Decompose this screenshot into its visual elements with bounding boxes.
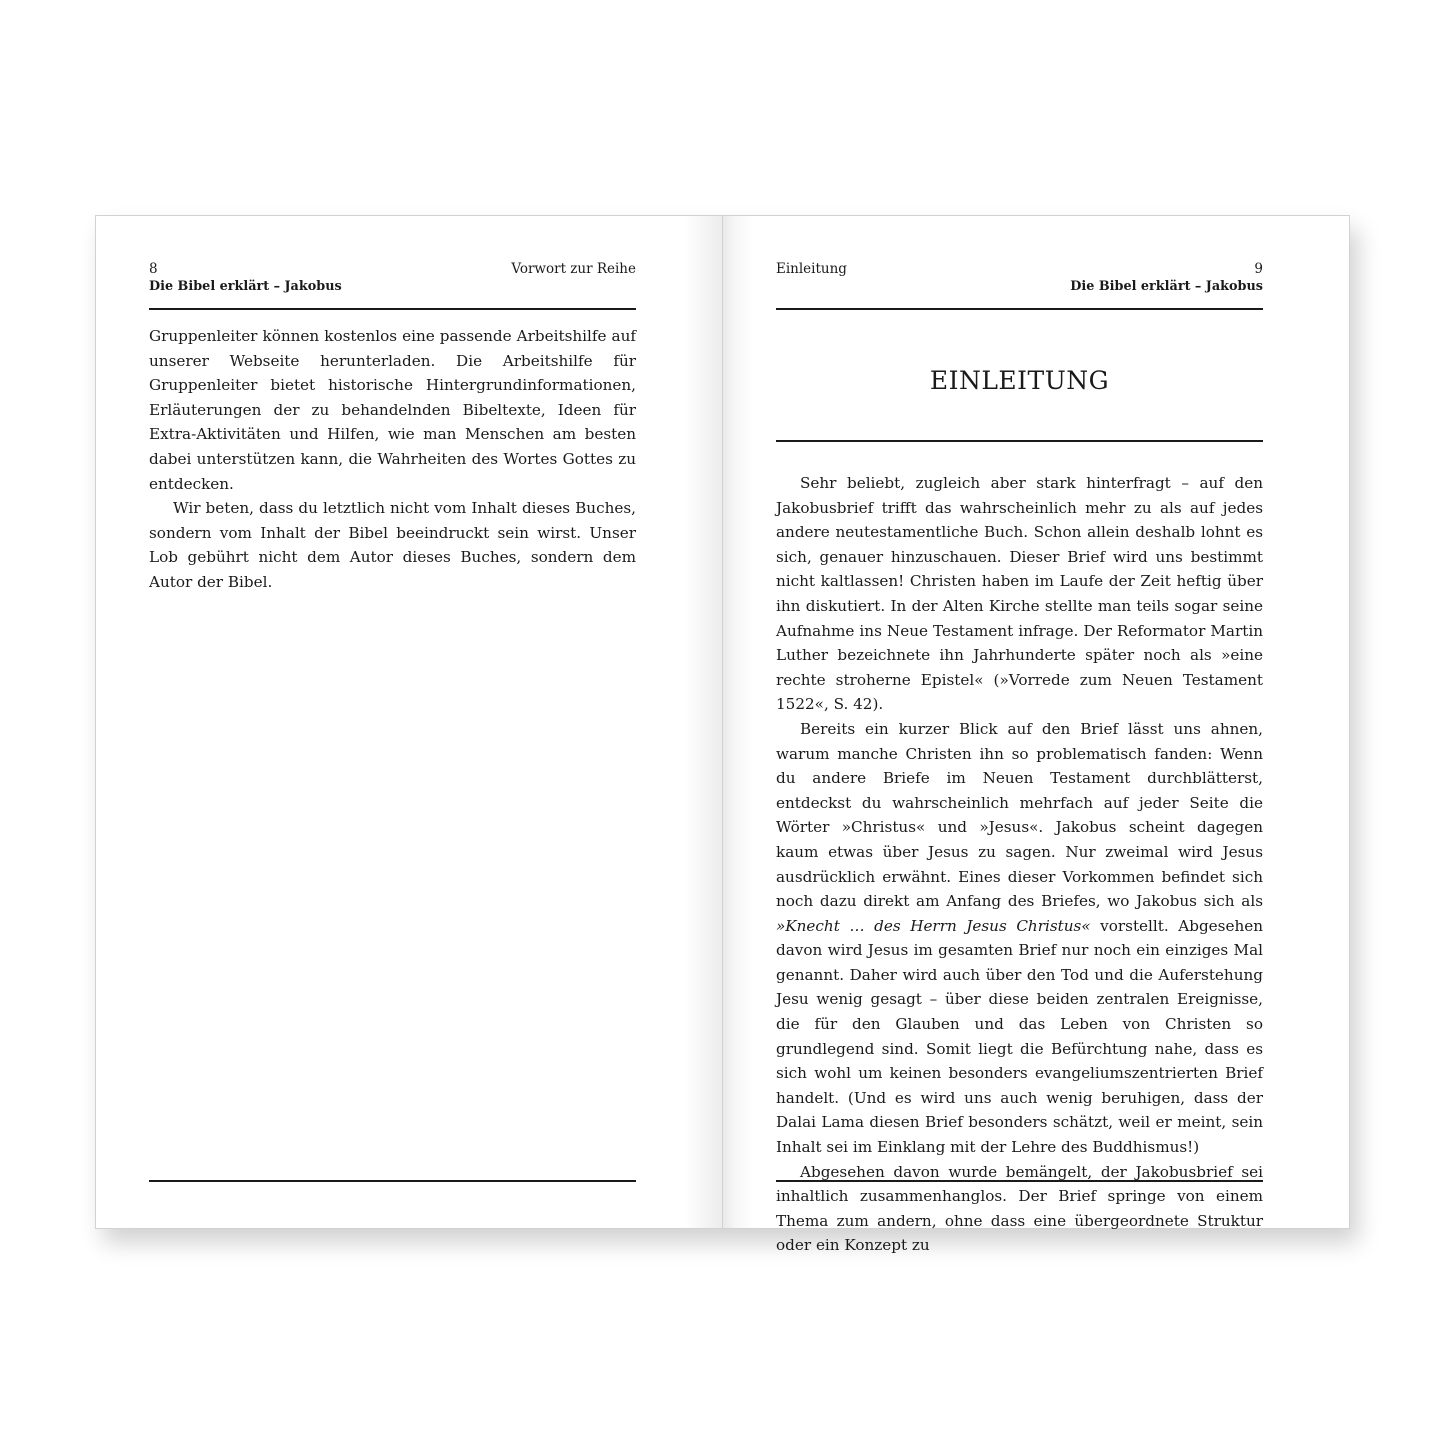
right-section-title: Einleitung: [776, 261, 847, 277]
left-book-title: Die Bibel erklärt – Jakobus: [149, 279, 342, 294]
chapter-rule: [776, 440, 1263, 442]
right-paragraph-2: [776, 717, 1263, 1160]
left-page: [95, 215, 723, 1229]
left-paragraph-2: Wir beten, dass du letztlich nicht vom Inhalt dieses Buches, sondern vom Inhalt der Bibel beeindruckt sein wirst. Unser Lob gebührt nicht dem Autor dieses Buches, sondern dem Autor der Bibel.: [149, 499, 636, 591]
right-paragraph-2-quote: »Knecht … des Herrn Jesus Christus«: [776, 916, 1091, 935]
right-book-title: Die Bibel erklärt – Jakobus: [1070, 279, 1263, 294]
right-footer-rule: [776, 1180, 1263, 1182]
left-section-title: Vorwort zur Reihe: [511, 261, 636, 277]
book-spread: [95, 215, 1350, 1255]
right-page-header: [776, 260, 1263, 310]
right-body-text: [776, 471, 1263, 1258]
left-paragraph-1: Gruppenleiter können kostenlos eine passende Arbeitshilfe auf unserer Webseite herunterladen. Die Arbeitshilfe für Gruppenleiter bietet historische Hintergrundinformationen, Erläuterungen der zu behandelnden Bibeltexte, Ideen für Extra-Aktivitäten und Hilfen, wie man Menschen am besten dabei unterstützen kann, die Wahrheiten des Wortes Gottes zu entdecken.: [149, 327, 636, 493]
chapter-title: EINLEITUNG: [929, 366, 1110, 395]
right-paragraph-2-part-2: vorstellt. Abgesehen davon wird Jesus im gesamten Brief nur noch ein einziges Mal genannt. Daher wird auch über den Tod und die Auferstehung Jesu wenig gesagt – über diese beiden zentralen Ereignisse, die für den Glauben und das Leben von Christen so grundlegend sind. Somit liegt die Befürchtung nahe, dass es sich wohl um keinen besonders evangeliumszentrierten Brief handelt. (Und es wird uns auch wenig beruhigen, dass der Dalai Lama diesen Brief besonders schätzt, weil er meint, sein Inhalt sei im Einklang mit der Lehre des Buddhismus!): [776, 916, 1263, 1157]
right-paragraph-3: Abgesehen davon wurde bemängelt, der Jakobusbrief sei inhaltlich zusammenhanglos. Der Brief springe von einem Thema zum andern, ohne dass eine übergeordnete Struktur oder ein Konzept zu: [776, 1162, 1263, 1255]
right-page: [722, 215, 1350, 1255]
right-paragraph-2-part-1: Bereits ein kurzer Blick auf den Brief lässt uns ahnen, warum manche Christen ihn so problematisch fanden: Wenn du andere Briefe im Neuen Testament durchblätterst, entdeckst du wahrscheinlich mehrfach auf jeder Seite die Wörter »Christus« und »Jesus«. Jakobus scheint dagegen kaum etwas über Jesus zu sagen. Nur zweimal wird Jesus ausdrücklich erwähnt. Eines dieser Vorkommen befindet sich noch dazu direkt am Anfang des Briefes, wo Jakobus sich als: [776, 719, 1263, 911]
right-paragraph-1: Sehr beliebt, zugleich aber stark hinterfragt – auf den Jakobusbrief trifft das wahrscheinlich mehr zu als auf jedes andere neutestamentliche Buch. Schon allein deshalb lohnt es sich, genauer hinzuschauen. Dieser Brief wird uns bestimmt nicht kaltlassen! Christen haben im Laufe der Zeit heftig über ihn diskutiert. In der Alten Kirche stellte man teils sogar seine Aufnahme ins Neue Testament infrage. Der Reformator Martin Luther bezeichnete ihn Jahrhunderte später noch als »eine rechte stroherne Epistel« (»Vorrede zum Neuen Testament 1522«, S. 42).: [776, 474, 1263, 714]
left-page-header: [149, 260, 636, 310]
right-page-number: 9: [1254, 261, 1263, 277]
left-footer-rule: [149, 1180, 636, 1182]
left-page-number: 8: [149, 261, 158, 277]
left-body-text: [149, 324, 636, 595]
